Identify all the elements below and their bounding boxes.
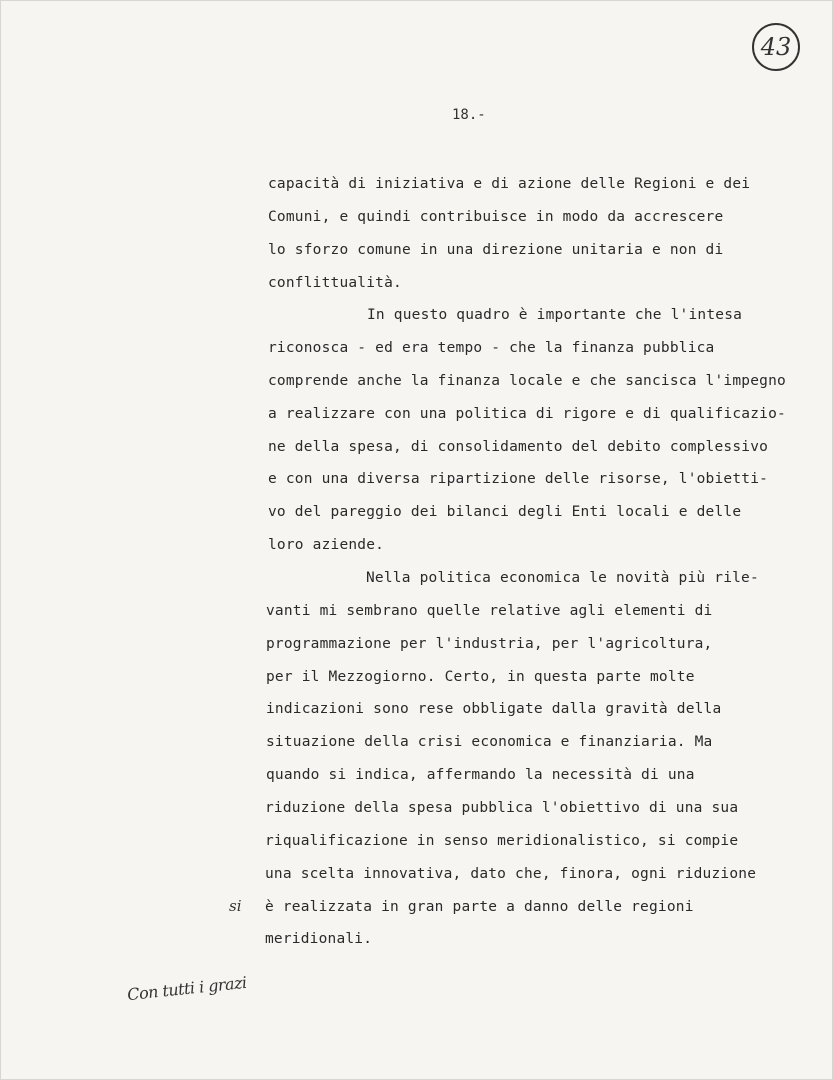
text-line: e con una diversa ripartizione delle risorse, l'obietti- xyxy=(268,471,769,487)
page-number: 18.- xyxy=(452,107,486,123)
handwritten-signature: Con tutti i grazi xyxy=(126,972,248,1005)
text-line: In questo quadro è importante che l'intesa xyxy=(367,307,743,323)
text-line: per il Mezzogiorno. Certo, in questa parte molte xyxy=(266,669,695,685)
text-line: riqualificazione in senso meridionalistico, si compie xyxy=(265,833,739,849)
text-line: è realizzata in gran parte a danno delle regioni xyxy=(265,899,694,915)
text-line: a realizzare con una politica di rigore e di qualificazio- xyxy=(268,406,786,422)
circled-page-annotation: 43 xyxy=(752,23,800,71)
text-line: indicazioni sono rese obbligate dalla gravità della xyxy=(266,701,722,717)
text-line: vanti mi sembrano quelle relative agli elementi di xyxy=(266,603,713,619)
handwritten-margin-note: si xyxy=(229,897,242,915)
text-line: ne della spesa, di consolidamento del debito complessivo xyxy=(268,439,769,455)
text-line: loro aziende. xyxy=(268,537,385,553)
text-line: quando si indica, affermando la necessità di una xyxy=(266,767,695,783)
text-line: Nella politica economica le novità più rile- xyxy=(366,570,759,586)
text-line: meridionali. xyxy=(265,931,373,947)
text-line: Comuni, e quindi contribuisce in modo da accrescere xyxy=(268,209,724,225)
text-line: riconosca - ed era tempo - che la finanza pubblica xyxy=(268,340,715,356)
text-line: conflittualità. xyxy=(268,275,402,291)
text-line: lo sforzo comune in una direzione unitaria e non di xyxy=(268,242,724,258)
text-line: vo del pareggio dei bilanci degli Enti locali e delle xyxy=(268,504,742,520)
text-line: capacità di iniziativa e di azione delle Regioni e dei xyxy=(268,176,751,192)
text-line: programmazione per l'industria, per l'agricoltura, xyxy=(266,636,713,652)
text-line: situazione della crisi economica e finanziaria. Ma xyxy=(266,734,713,750)
text-line: comprende anche la finanza locale e che sancisca l'impegno xyxy=(268,373,786,389)
text-line: riduzione della spesa pubblica l'obiettivo di una sua xyxy=(265,800,739,816)
text-line: una scelta innovativa, dato che, finora, ogni riduzione xyxy=(265,866,757,882)
